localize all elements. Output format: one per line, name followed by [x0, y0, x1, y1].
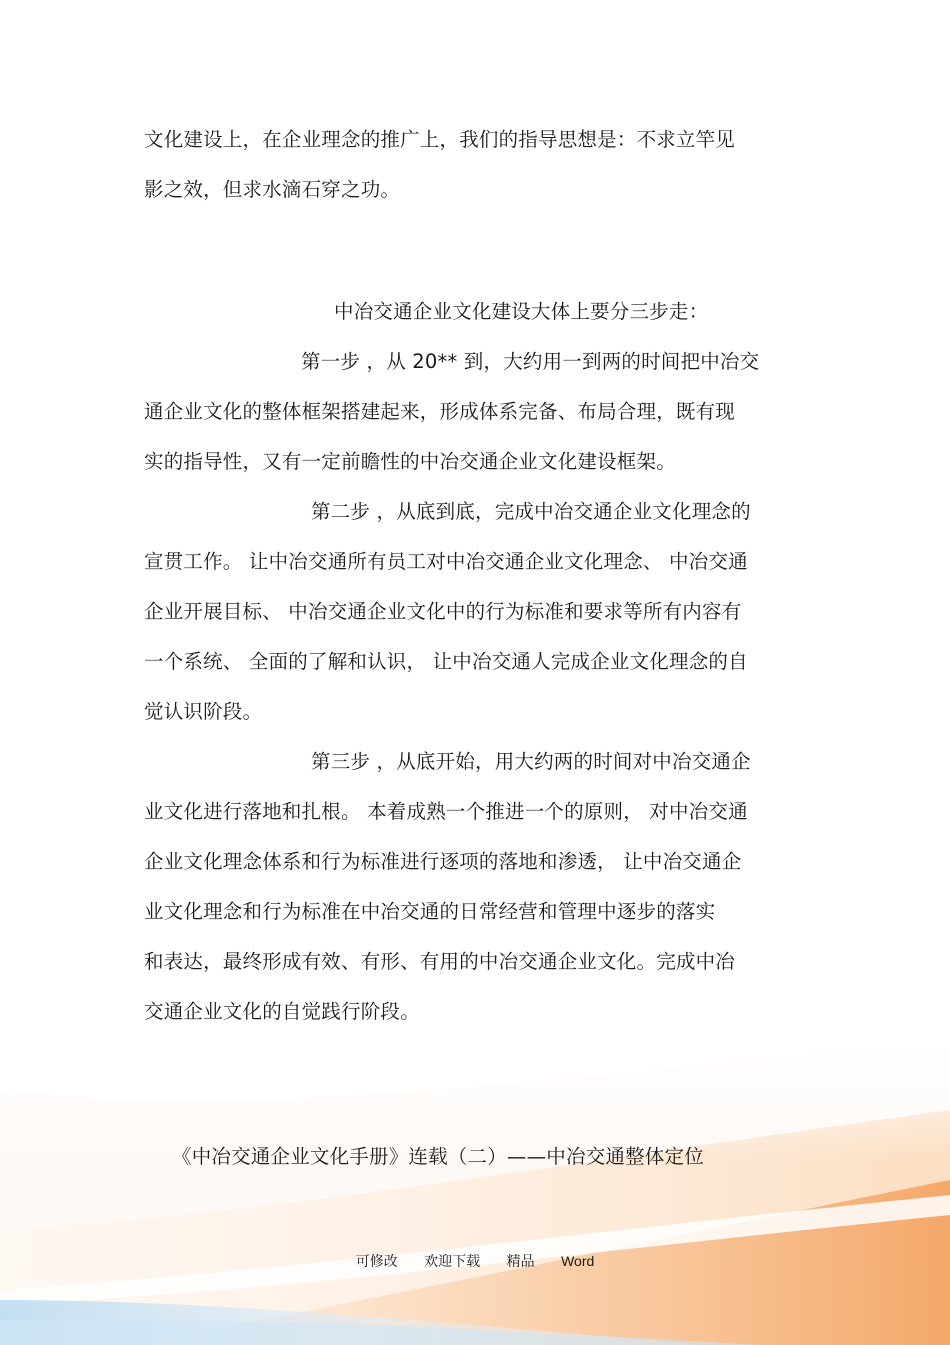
paragraph-line: 企业开展目标、 中冶交通企业文化中的行为标准和要求等所有内容有: [144, 600, 742, 623]
serial-title: 《中冶交通企业文化手册》连载（二）——中冶交通整体定位: [172, 1145, 704, 1168]
footer-quality-label: 精品: [506, 1254, 535, 1270]
paragraph-line: 一个系统、 全面的了解和认识， 让中冶交通人完成企业文化理念的自: [144, 650, 748, 673]
step-three-line: 第三步 ，从底开始，用大约两的时间对中冶交通企: [311, 750, 751, 773]
footer-editable-label: 可修改: [355, 1254, 398, 1270]
footer-download-label: 欢迎下载: [424, 1254, 481, 1270]
footer-word-label: Word: [561, 1253, 595, 1269]
step-two-line: 第二步 ，从底到底，完成中冶交通企业文化理念的: [311, 500, 751, 523]
paragraph-line: 觉认识阶段。: [144, 700, 263, 723]
paragraph-line: 宣贯工作。 让中冶交通所有员工对中冶交通企业文化理念、 中冶交通: [144, 550, 748, 573]
page-footer: [0, 1251, 950, 1271]
paragraph-line: 交通企业文化的自觉践行阶段。: [144, 1000, 420, 1023]
paragraph-line: 业文化理念和行为标准在中冶交通的日常经营和管理中逐步的落实: [144, 900, 716, 923]
paragraph-line: 和表达，最终形成有效、有形、有用的中冶交通企业文化。完成中冶: [144, 950, 736, 973]
section-heading: 中冶交通企业文化建设大体上要分三步走：: [334, 300, 709, 323]
paragraph-line: 文化建设上，在企业理念的推广上，我们的指导思想是：不求立竿见: [144, 128, 736, 151]
paragraph-line: 通企业文化的整体框架搭建起来，形成体系完备、布局合理，既有现: [144, 400, 736, 423]
paragraph-line: 实的指导性，又有一定前瞻性的中冶交通企业文化建设框架。: [144, 450, 676, 473]
paragraph-line: 企业文化理念体系和行为标准进行逐项的落地和渗透， 让中冶交通企: [144, 850, 742, 873]
paragraph-line: 业文化进行落地和扎根。 本着成熟一个推进一个的原则， 对中冶交通: [144, 800, 748, 823]
step-one-line: 第一步 ，从 20** 到，大约用一到两的时间把中冶交: [301, 350, 760, 373]
paragraph-line: 影之效，但求水滴石穿之功。: [144, 178, 401, 201]
